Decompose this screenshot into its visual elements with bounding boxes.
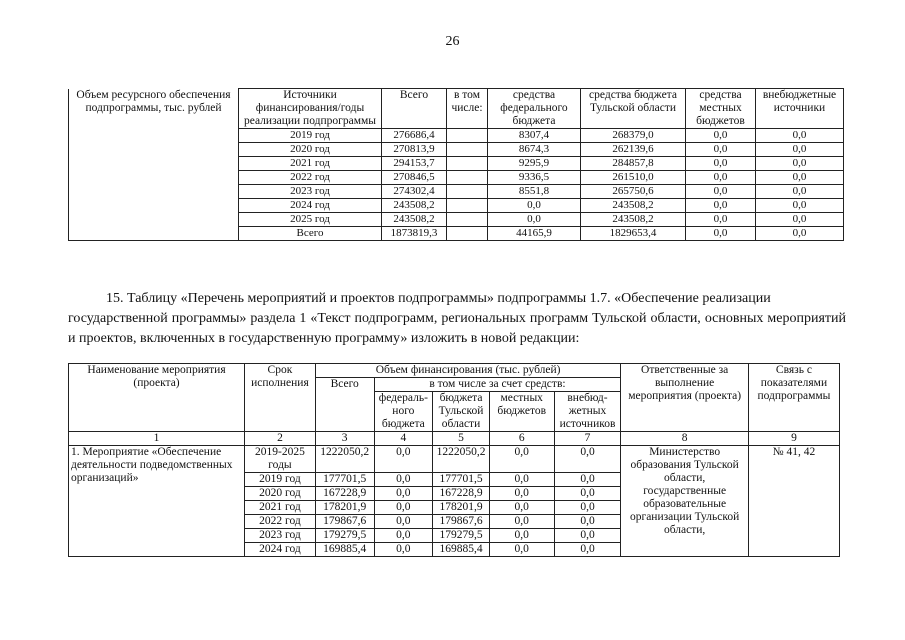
header-link: Связь с показателями подпрограммы — [748, 364, 839, 432]
header-term: Срок исполнения — [245, 364, 316, 432]
incl-cell — [447, 185, 488, 199]
federal-cell: 8551,8 — [488, 185, 581, 199]
column-number: 7 — [554, 432, 621, 446]
empty-cell — [69, 199, 239, 213]
column-number: 8 — [621, 432, 748, 446]
empty-cell — [69, 227, 239, 241]
paragraph-rest: государственной программы» раздела 1 «Текст подпрограмм, региональных программ Тульской области, основных мероприятий и проектов, включенных в государственную программу» изложить в новой редакции: — [68, 311, 846, 346]
federal-cell: 44165,9 — [488, 227, 581, 241]
header-regional: бюджета Тульской области — [433, 392, 490, 432]
federal-cell: 0,0 — [488, 199, 581, 213]
local-cell: 0,0 — [686, 129, 756, 143]
federal-cell: 8307,4 — [488, 129, 581, 143]
regional-cell: 179867,6 — [433, 515, 490, 529]
measures-table — [68, 363, 840, 557]
extra-cell: 0,0 — [554, 487, 621, 501]
federal-cell: 0,0 — [374, 515, 433, 529]
regional-cell: 268379,0 — [581, 129, 686, 143]
regional-cell: 243508,2 — [581, 213, 686, 227]
total-cell: 270846,5 — [382, 171, 447, 185]
extra-cell: 0,0 — [554, 543, 621, 557]
extra-cell: 0,0 — [756, 227, 844, 241]
term-cell: 2021 год — [245, 501, 316, 515]
year-cell: 2023 год — [239, 185, 382, 199]
local-cell: 0,0 — [489, 515, 554, 529]
header-incl: в том числе: — [447, 89, 488, 129]
total-cell: 167228,9 — [315, 487, 374, 501]
incl-cell — [447, 213, 488, 227]
page-number: 26 — [445, 34, 460, 49]
empty-cell — [69, 157, 239, 171]
local-cell: 0,0 — [686, 171, 756, 185]
total-cell: 178201,9 — [315, 501, 374, 515]
header-extra: внебюд-жетных источников — [554, 392, 621, 432]
column-numbers-row — [69, 432, 840, 446]
regional-cell: 243508,2 — [581, 199, 686, 213]
regional-cell: 265750,6 — [581, 185, 686, 199]
year-cell: 2019 год — [239, 129, 382, 143]
local-cell: 0,0 — [686, 227, 756, 241]
regional-cell: 1829653,4 — [581, 227, 686, 241]
header-name: Наименование мероприятия (проекта) — [69, 364, 245, 432]
header-extra: внебюджетные источники — [756, 89, 844, 129]
local-cell: 0,0 — [489, 473, 554, 487]
local-cell: 0,0 — [489, 446, 554, 473]
header-total: Всего — [382, 89, 447, 129]
column-number: 3 — [315, 432, 374, 446]
header-total: Всего — [315, 378, 374, 432]
federal-cell: 0,0 — [374, 529, 433, 543]
column-number: 5 — [433, 432, 490, 446]
extra-cell: 0,0 — [756, 171, 844, 185]
column-number: 6 — [489, 432, 554, 446]
extra-cell: 0,0 — [554, 446, 621, 473]
incl-cell — [447, 157, 488, 171]
header-sources: Источники финансирования/годы реализации подпрограммы — [239, 89, 382, 129]
local-cell: 0,0 — [489, 529, 554, 543]
paragraph-line-1: 15. Таблицу «Перечень мероприятий и проектов подпрограммы» подпрограммы 1.7. «Обеспечение реализации — [106, 291, 771, 306]
incl-cell — [447, 129, 488, 143]
header-federal: федераль-ного бюджета — [374, 392, 433, 432]
federal-cell: 0,0 — [374, 487, 433, 501]
year-cell: 2022 год — [239, 171, 382, 185]
extra-cell: 0,0 — [756, 157, 844, 171]
table-row — [69, 227, 844, 241]
resource-label: Объем ресурсного обеспечения подпрограммы, тыс. рублей — [69, 89, 239, 129]
link-cell: № 41, 42 — [748, 446, 839, 557]
extra-cell: 0,0 — [756, 129, 844, 143]
empty-cell — [69, 213, 239, 227]
total-cell: 179867,6 — [315, 515, 374, 529]
year-cell: 2025 год — [239, 213, 382, 227]
federal-cell: 9295,9 — [488, 157, 581, 171]
extra-cell: 0,0 — [554, 473, 621, 487]
column-number: 9 — [748, 432, 839, 446]
federal-cell: 0,0 — [374, 446, 433, 473]
regional-cell: 1222050,2 — [433, 446, 490, 473]
regional-cell: 169885,4 — [433, 543, 490, 557]
column-number: 4 — [374, 432, 433, 446]
term-cell: 2020 год — [245, 487, 316, 501]
federal-cell: 0,0 — [374, 473, 433, 487]
responsible-cell: Министерство образования Тульской области, государственные образовательные организации Тульской области, — [621, 446, 748, 557]
total-cell: 169885,4 — [315, 543, 374, 557]
empty-cell — [69, 185, 239, 199]
local-cell: 0,0 — [686, 185, 756, 199]
total-cell: 243508,2 — [382, 199, 447, 213]
federal-cell: 8674,3 — [488, 143, 581, 157]
term-cell: 2019-2025 годы — [245, 446, 316, 473]
total-cell: 177701,5 — [315, 473, 374, 487]
resource-table — [68, 88, 844, 241]
total-cell: 1873819,3 — [382, 227, 447, 241]
local-cell: 0,0 — [686, 199, 756, 213]
header-regional: средства бюджета Тульской области — [581, 89, 686, 129]
term-cell: 2023 год — [245, 529, 316, 543]
header-local: местных бюджетов — [489, 392, 554, 432]
empty-cell — [69, 143, 239, 157]
total-cell: 1222050,2 — [315, 446, 374, 473]
federal-cell: 0,0 — [488, 213, 581, 227]
table-row — [69, 157, 844, 171]
incl-cell — [447, 143, 488, 157]
regional-cell: 167228,9 — [433, 487, 490, 501]
regional-cell: 178201,9 — [433, 501, 490, 515]
column-number: 1 — [69, 432, 245, 446]
table-row — [69, 171, 844, 185]
instruction-paragraph — [68, 289, 846, 349]
regional-cell: 284857,8 — [581, 157, 686, 171]
local-cell: 0,0 — [489, 543, 554, 557]
incl-cell — [447, 199, 488, 213]
incl-cell — [447, 227, 488, 241]
table-row — [69, 143, 844, 157]
federal-cell: 9336,5 — [488, 171, 581, 185]
federal-cell: 0,0 — [374, 543, 433, 557]
header-funding: Объем финансирования (тыс. рублей) — [315, 364, 621, 378]
term-cell: 2019 год — [245, 473, 316, 487]
header-federal: средства федерального бюджета — [488, 89, 581, 129]
table-row — [69, 129, 844, 143]
total-cell: 274302,4 — [382, 185, 447, 199]
total-cell: 276686,4 — [382, 129, 447, 143]
local-cell: 0,0 — [686, 157, 756, 171]
total-cell: 243508,2 — [382, 213, 447, 227]
extra-cell: 0,0 — [756, 143, 844, 157]
local-cell: 0,0 — [489, 487, 554, 501]
term-cell: 2022 год — [245, 515, 316, 529]
regional-cell: 179279,5 — [433, 529, 490, 543]
local-cell: 0,0 — [686, 213, 756, 227]
term-cell: 2024 год — [245, 543, 316, 557]
regional-cell: 261510,0 — [581, 171, 686, 185]
header-incl: в том числе за счет средств: — [374, 378, 621, 392]
extra-cell: 0,0 — [756, 185, 844, 199]
total-cell: 179279,5 — [315, 529, 374, 543]
total-cell: 294153,7 — [382, 157, 447, 171]
table-row — [69, 199, 844, 213]
extra-cell: 0,0 — [554, 529, 621, 543]
federal-cell: 0,0 — [374, 501, 433, 515]
empty-cell — [69, 171, 239, 185]
extra-cell: 0,0 — [554, 515, 621, 529]
incl-cell — [447, 171, 488, 185]
table-row — [69, 213, 844, 227]
extra-cell: 0,0 — [756, 199, 844, 213]
column-number: 2 — [245, 432, 316, 446]
table-row — [69, 185, 844, 199]
year-cell: 2021 год — [239, 157, 382, 171]
total-cell: 270813,9 — [382, 143, 447, 157]
header-local: средства местных бюджетов — [686, 89, 756, 129]
extra-cell: 0,0 — [554, 501, 621, 515]
regional-cell: 177701,5 — [433, 473, 490, 487]
measure-name: 1. Мероприятие «Обеспечение деятельности подведомственных организаций» — [69, 446, 245, 557]
local-cell: 0,0 — [686, 143, 756, 157]
year-cell: Всего — [239, 227, 382, 241]
year-cell: 2024 год — [239, 199, 382, 213]
local-cell: 0,0 — [489, 501, 554, 515]
header-responsible: Ответственные за выполнение мероприятия (проекта) — [621, 364, 748, 432]
year-cell: 2020 год — [239, 143, 382, 157]
extra-cell: 0,0 — [756, 213, 844, 227]
table-row — [69, 446, 840, 473]
regional-cell: 262139,6 — [581, 143, 686, 157]
empty-cell — [69, 129, 239, 143]
